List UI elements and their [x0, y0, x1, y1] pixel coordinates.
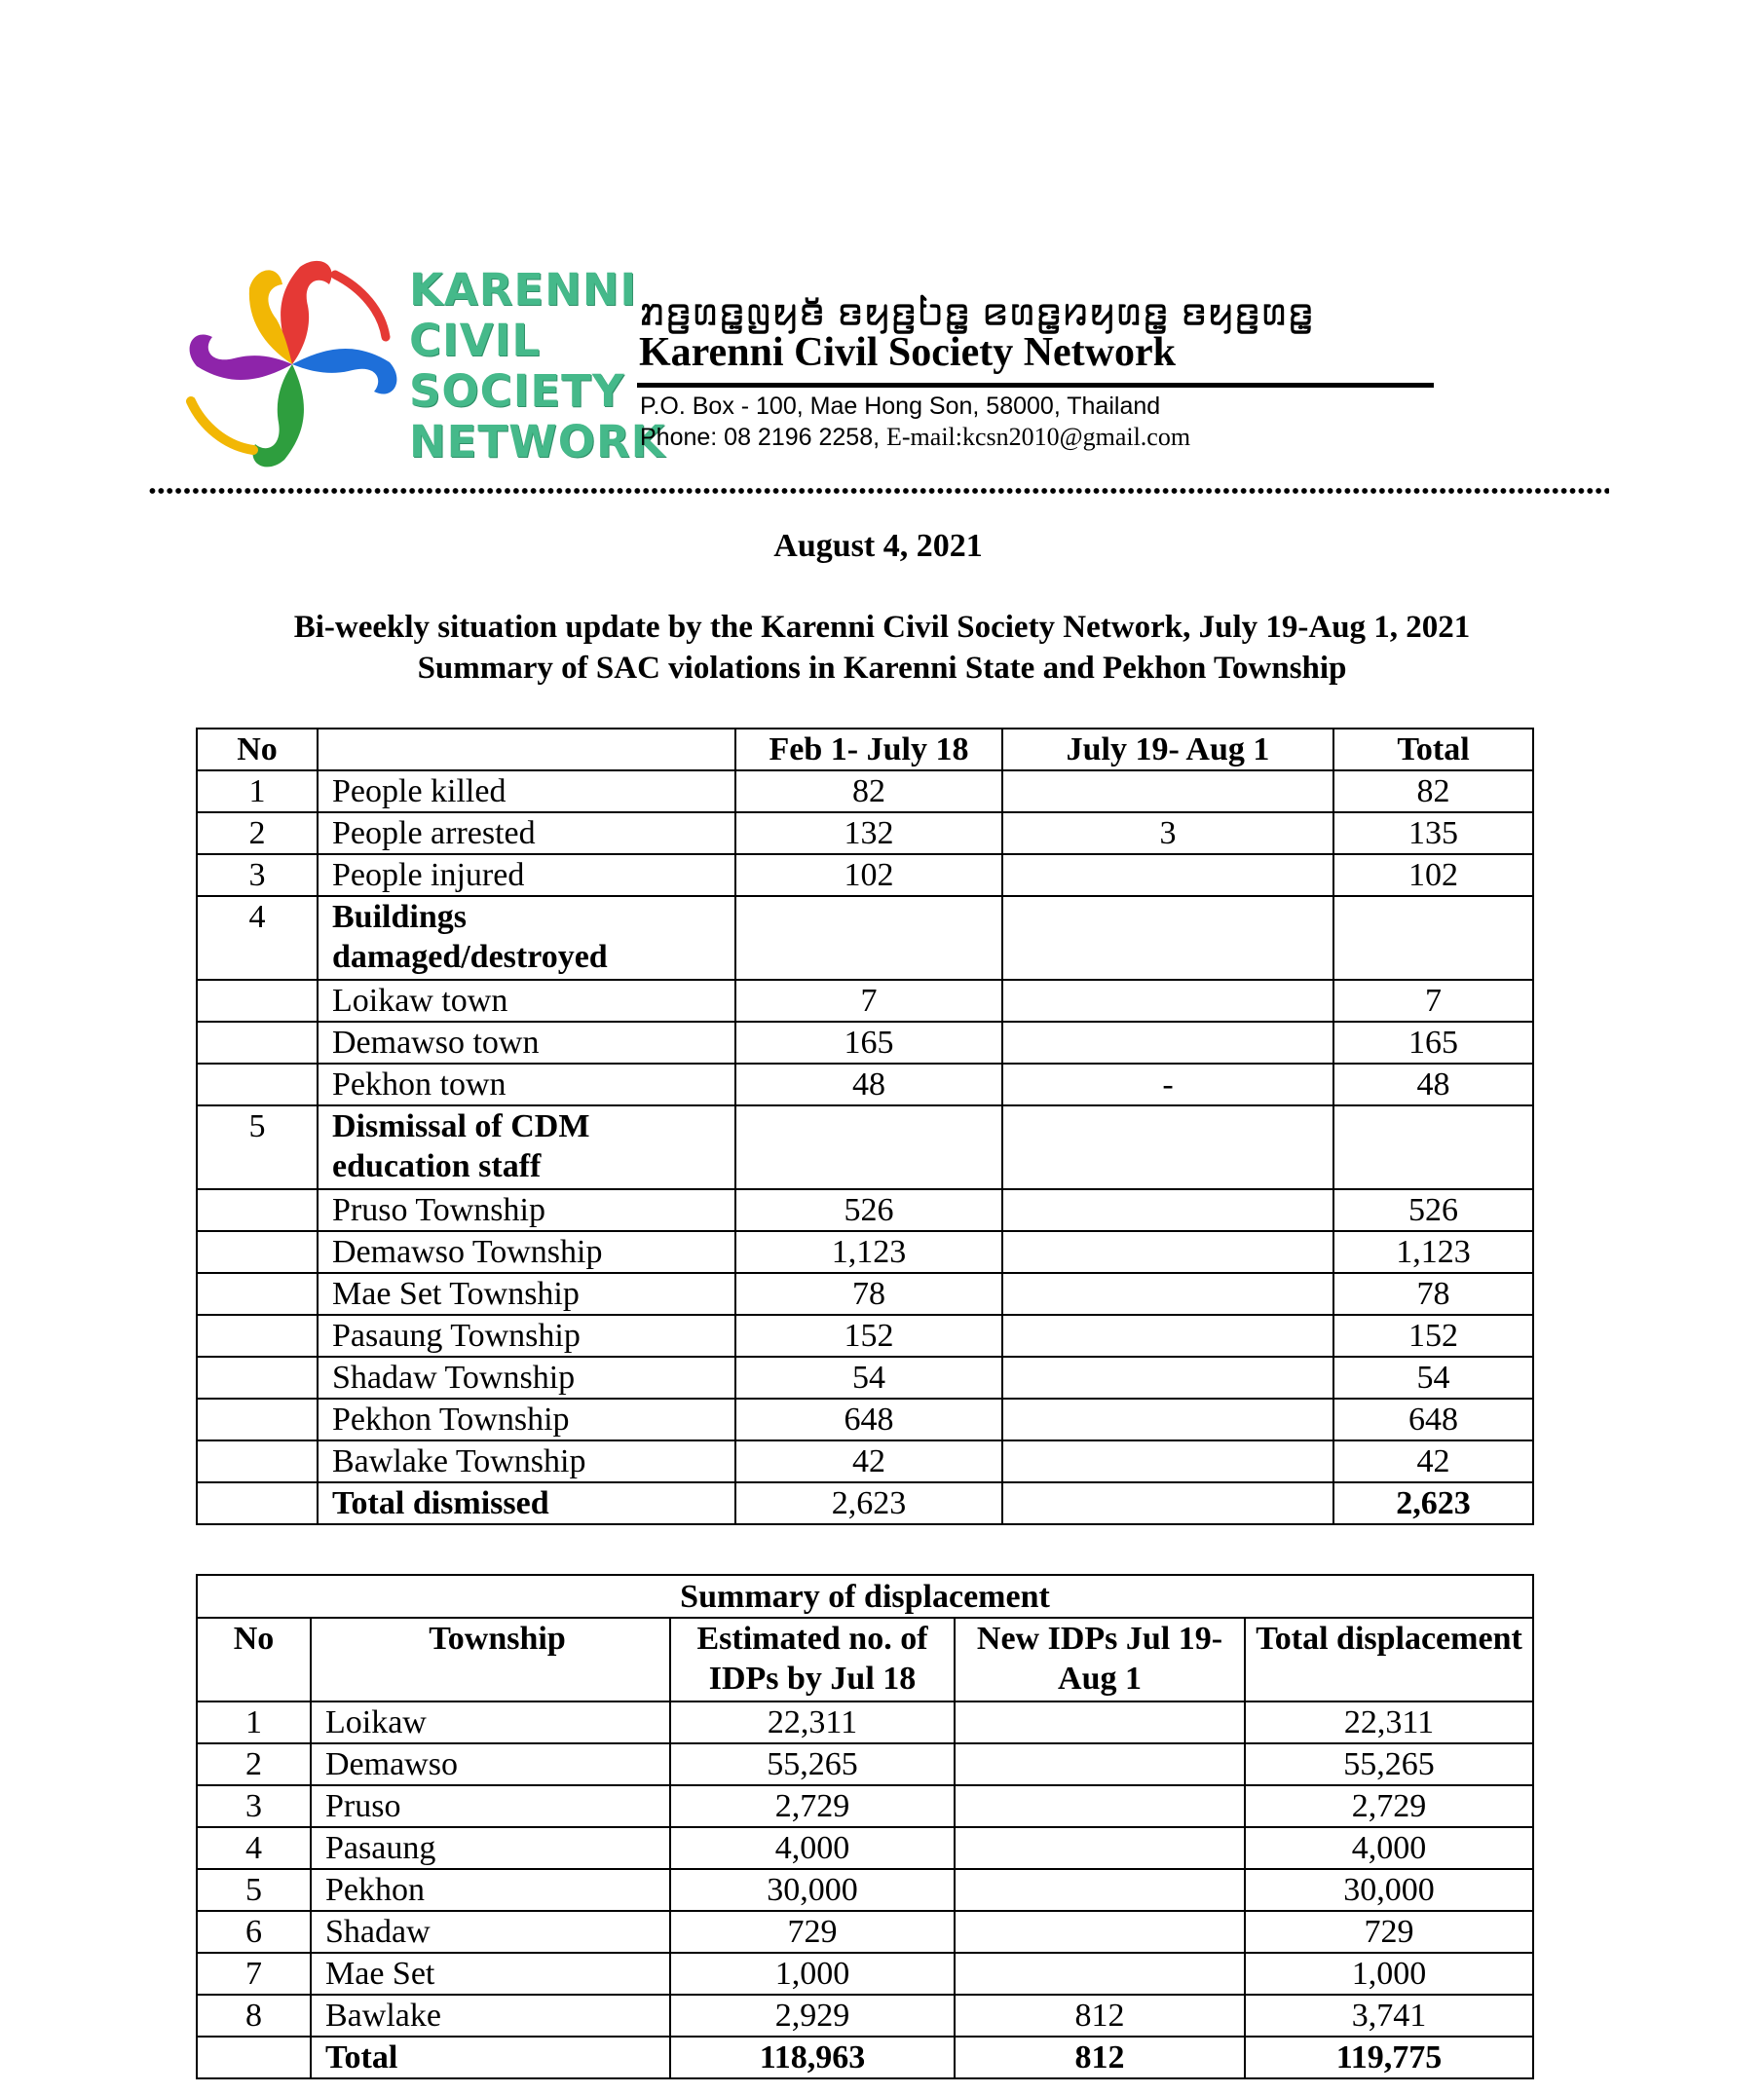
- row-label: Total dismissed: [318, 1482, 735, 1524]
- table-row: [197, 1273, 1533, 1315]
- row-number: [197, 1022, 318, 1064]
- row-label: Bawlake Township: [318, 1440, 735, 1482]
- value-feb-jul: 152: [735, 1315, 1002, 1357]
- value-jul-aug: [1002, 1399, 1333, 1440]
- logo-wordmark: [409, 264, 666, 467]
- logo-line: SOCIETY: [409, 365, 625, 417]
- value-total: 102: [1333, 854, 1533, 896]
- table-row: [197, 1995, 1533, 2037]
- value-total-displacement: 55,265: [1245, 1743, 1533, 1785]
- township-name: Loikaw: [311, 1701, 670, 1743]
- table-row: [197, 1189, 1533, 1231]
- row-number: [197, 1482, 318, 1524]
- value-jul-aug: [1002, 854, 1333, 896]
- value-total: 152: [1333, 1315, 1533, 1357]
- value-total: 135: [1333, 812, 1533, 854]
- logo-line: NETWORK: [409, 416, 666, 467]
- value-new-idps: [955, 1785, 1245, 1827]
- col-header-no: No: [197, 729, 318, 770]
- value-jul-aug: [1002, 1022, 1333, 1064]
- dotted-separator: [148, 487, 1609, 495]
- table-row: [197, 1827, 1533, 1869]
- township-name: Mae Set: [311, 1953, 670, 1995]
- table-caption-row: [197, 1575, 1533, 1618]
- value-estimated-idps: 2,729: [670, 1785, 955, 1827]
- value-feb-jul: [735, 1105, 1002, 1189]
- org-name: Karenni Civil Society Network: [639, 330, 1177, 375]
- col-header-feb-jul: Feb 1- July 18: [735, 729, 1002, 770]
- value-feb-jul: 2,623: [735, 1482, 1002, 1524]
- value-total: 165: [1333, 1022, 1533, 1064]
- value-estimated-idps: 4,000: [670, 1827, 955, 1869]
- value-feb-jul: 54: [735, 1357, 1002, 1399]
- value-feb-jul: 78: [735, 1273, 1002, 1315]
- table-row: [197, 1231, 1533, 1273]
- phone: Phone: 08 2196 2258,: [640, 424, 881, 451]
- township-name: Pasaung: [311, 1827, 670, 1869]
- table-row: [197, 1440, 1533, 1482]
- value-estimated-idps: 2,929: [670, 1995, 955, 2037]
- row-label: Pekhon Township: [318, 1399, 735, 1440]
- row-label: Pasaung Township: [318, 1315, 735, 1357]
- contact-block: [640, 392, 1190, 453]
- phone-email-line: [640, 422, 1190, 453]
- value-jul-aug: [1002, 1273, 1333, 1315]
- row-label: Demawso Township: [318, 1231, 735, 1273]
- value-jul-aug: [1002, 1440, 1333, 1482]
- table-row: [197, 1743, 1533, 1785]
- table-row: [197, 1701, 1533, 1743]
- row-number: 5: [197, 1105, 318, 1189]
- row-number: 7: [197, 1953, 311, 1995]
- value-jul-aug: [1002, 1482, 1333, 1524]
- value-new-idps: [955, 1743, 1245, 1785]
- row-number: [197, 1357, 318, 1399]
- row-number: 6: [197, 1911, 311, 1953]
- value-total-displacement: 22,311: [1245, 1701, 1533, 1743]
- value-feb-jul: 132: [735, 812, 1002, 854]
- logo-line: CIVIL: [409, 315, 542, 366]
- table-header-row: [197, 729, 1533, 770]
- row-number: [197, 2037, 311, 2078]
- email: E-mail:kcsn2010@gmail.com: [886, 423, 1191, 451]
- value-feb-jul: [735, 896, 1002, 980]
- row-label: Demawso town: [318, 1022, 735, 1064]
- col-header-total-displacement: Total displacement: [1245, 1618, 1533, 1701]
- township-name: Bawlake: [311, 1995, 670, 2037]
- value-jul-aug: 3: [1002, 812, 1333, 854]
- total-estimated-idps: 118,963: [670, 2037, 955, 2078]
- col-header-category: [318, 729, 735, 770]
- table-group-row: [197, 1105, 1533, 1189]
- row-number: [197, 1273, 318, 1315]
- value-jul-aug: [1002, 896, 1333, 980]
- table-row: [197, 1953, 1533, 1995]
- row-number: [197, 1064, 318, 1105]
- table-total-row: [197, 2037, 1533, 2078]
- value-estimated-idps: 30,000: [670, 1869, 955, 1911]
- letterhead-rule: [637, 383, 1434, 388]
- row-label: Dismissal of CDM education staff: [318, 1105, 735, 1189]
- value-new-idps: [955, 1701, 1245, 1743]
- value-jul-aug: -: [1002, 1064, 1333, 1105]
- value-total: [1333, 1105, 1533, 1189]
- table-row: [197, 980, 1533, 1022]
- row-number: 1: [197, 1701, 311, 1743]
- displacement-table: [196, 1574, 1534, 2079]
- row-label: Pruso Township: [318, 1189, 735, 1231]
- table-row: [197, 1869, 1533, 1911]
- value-feb-jul: 102: [735, 854, 1002, 896]
- value-total: 526: [1333, 1189, 1533, 1231]
- value-feb-jul: 7: [735, 980, 1002, 1022]
- value-new-idps: [955, 1869, 1245, 1911]
- table-row: [197, 1022, 1533, 1064]
- value-feb-jul: 1,123: [735, 1231, 1002, 1273]
- value-estimated-idps: 1,000: [670, 1953, 955, 1995]
- value-jul-aug: [1002, 770, 1333, 812]
- table-row: [197, 770, 1533, 812]
- total-new-idps: 812: [955, 2037, 1245, 2078]
- value-new-idps: 812: [955, 1995, 1245, 2037]
- row-number: [197, 980, 318, 1022]
- col-header-township: Township: [311, 1618, 670, 1701]
- township-name: Shadaw: [311, 1911, 670, 1953]
- row-number: 4: [197, 896, 318, 980]
- table-row: [197, 812, 1533, 854]
- value-total: 2,623: [1333, 1482, 1533, 1524]
- value-feb-jul: 82: [735, 770, 1002, 812]
- value-total: 78: [1333, 1273, 1533, 1315]
- table-row: [197, 854, 1533, 896]
- value-feb-jul: 165: [735, 1022, 1002, 1064]
- row-number: 2: [197, 812, 318, 854]
- row-label: People killed: [318, 770, 735, 812]
- table-row: [197, 1482, 1533, 1524]
- value-estimated-idps: 729: [670, 1911, 955, 1953]
- row-number: 3: [197, 1785, 311, 1827]
- value-jul-aug: [1002, 980, 1333, 1022]
- value-feb-jul: 648: [735, 1399, 1002, 1440]
- row-number: [197, 1440, 318, 1482]
- row-label: Buildings damaged/destroyed: [318, 896, 735, 980]
- table-header-row: [197, 1618, 1533, 1701]
- value-total: 42: [1333, 1440, 1533, 1482]
- table-row: [197, 1064, 1533, 1105]
- township-name: Pruso: [311, 1785, 670, 1827]
- row-number: 4: [197, 1827, 311, 1869]
- value-total-displacement: 4,000: [1245, 1827, 1533, 1869]
- address: P.O. Box - 100, Mae Hong Son, 58000, Thailand: [640, 393, 1161, 420]
- document-title: Bi-weekly situation update by the Karenni Civil Society Network, July 19-Aug 1, 2021: [293, 610, 1471, 645]
- value-total-displacement: 30,000: [1245, 1869, 1533, 1911]
- value-jul-aug: [1002, 1231, 1333, 1273]
- value-feb-jul: 48: [735, 1064, 1002, 1105]
- value-total: 48: [1333, 1064, 1533, 1105]
- value-total: [1333, 896, 1533, 980]
- table-row: [197, 1357, 1533, 1399]
- col-header-total: Total: [1333, 729, 1533, 770]
- value-total-displacement: 1,000: [1245, 1953, 1533, 1995]
- row-number: 5: [197, 1869, 311, 1911]
- row-label: People arrested: [318, 812, 735, 854]
- township-name: Pekhon: [311, 1869, 670, 1911]
- row-label: Pekhon town: [318, 1064, 735, 1105]
- value-estimated-idps: 55,265: [670, 1743, 955, 1785]
- violations-table: [196, 728, 1534, 1525]
- row-number: 8: [197, 1995, 311, 2037]
- col-header-estimated-idps: Estimated no. of IDPs by Jul 18: [670, 1618, 955, 1701]
- logo-line: KARENNI: [409, 264, 638, 316]
- value-total-displacement: 729: [1245, 1911, 1533, 1953]
- value-jul-aug: [1002, 1357, 1333, 1399]
- value-jul-aug: [1002, 1105, 1333, 1189]
- table-row: [197, 1911, 1533, 1953]
- table-row: [197, 1785, 1533, 1827]
- row-number: [197, 1315, 318, 1357]
- col-header-jul-aug: July 19- Aug 1: [1002, 729, 1333, 770]
- table-row: [197, 1315, 1533, 1357]
- value-feb-jul: 526: [735, 1189, 1002, 1231]
- value-total: 82: [1333, 770, 1533, 812]
- row-number: 1: [197, 770, 318, 812]
- table-row: [197, 1399, 1533, 1440]
- value-new-idps: [955, 1827, 1245, 1869]
- value-total: 1,123: [1333, 1231, 1533, 1273]
- org-name-karen-script: ꤊꤢ꤬ꤛꤢ꤭ꤜꤟꤢꤩ ꤢꤟꤢ꤬ꤝꤢ꤭ ꤕꤛꤢ꤭ꤙꤟꤛꤢ꤭ ꤢꤟꤢ꤬ꤛꤢ꤭: [639, 286, 1315, 334]
- township-name: Demawso: [311, 1743, 670, 1785]
- col-header-new-idps: New IDPs Jul 19-Aug 1: [955, 1618, 1245, 1701]
- value-total: 7: [1333, 980, 1533, 1022]
- row-number: [197, 1399, 318, 1440]
- row-label: People injured: [318, 854, 735, 896]
- document-date: August 4, 2021: [773, 528, 983, 564]
- value-total: 648: [1333, 1399, 1533, 1440]
- total-label: Total: [311, 2037, 670, 2078]
- row-label: Shadaw Township: [318, 1357, 735, 1399]
- value-new-idps: [955, 1911, 1245, 1953]
- displacement-caption: Summary of displacement: [197, 1575, 1533, 1618]
- value-total-displacement: 2,729: [1245, 1785, 1533, 1827]
- row-number: [197, 1189, 318, 1231]
- kcsn-logo: [183, 255, 409, 481]
- value-feb-jul: 42: [735, 1440, 1002, 1482]
- row-label: Loikaw town: [318, 980, 735, 1022]
- row-number: 2: [197, 1743, 311, 1785]
- value-total-displacement: 3,741: [1245, 1995, 1533, 2037]
- table-group-row: [197, 896, 1533, 980]
- document-subtitle: Summary of SAC violations in Karenni State and Pekhon Township: [417, 651, 1347, 686]
- value-jul-aug: [1002, 1315, 1333, 1357]
- value-estimated-idps: 22,311: [670, 1701, 955, 1743]
- row-number: [197, 1231, 318, 1273]
- value-total: 54: [1333, 1357, 1533, 1399]
- total-displacement: 119,775: [1245, 2037, 1533, 2078]
- value-new-idps: [955, 1953, 1245, 1995]
- row-number: 3: [197, 854, 318, 896]
- col-header-no: No: [197, 1618, 311, 1701]
- value-jul-aug: [1002, 1189, 1333, 1231]
- row-label: Mae Set Township: [318, 1273, 735, 1315]
